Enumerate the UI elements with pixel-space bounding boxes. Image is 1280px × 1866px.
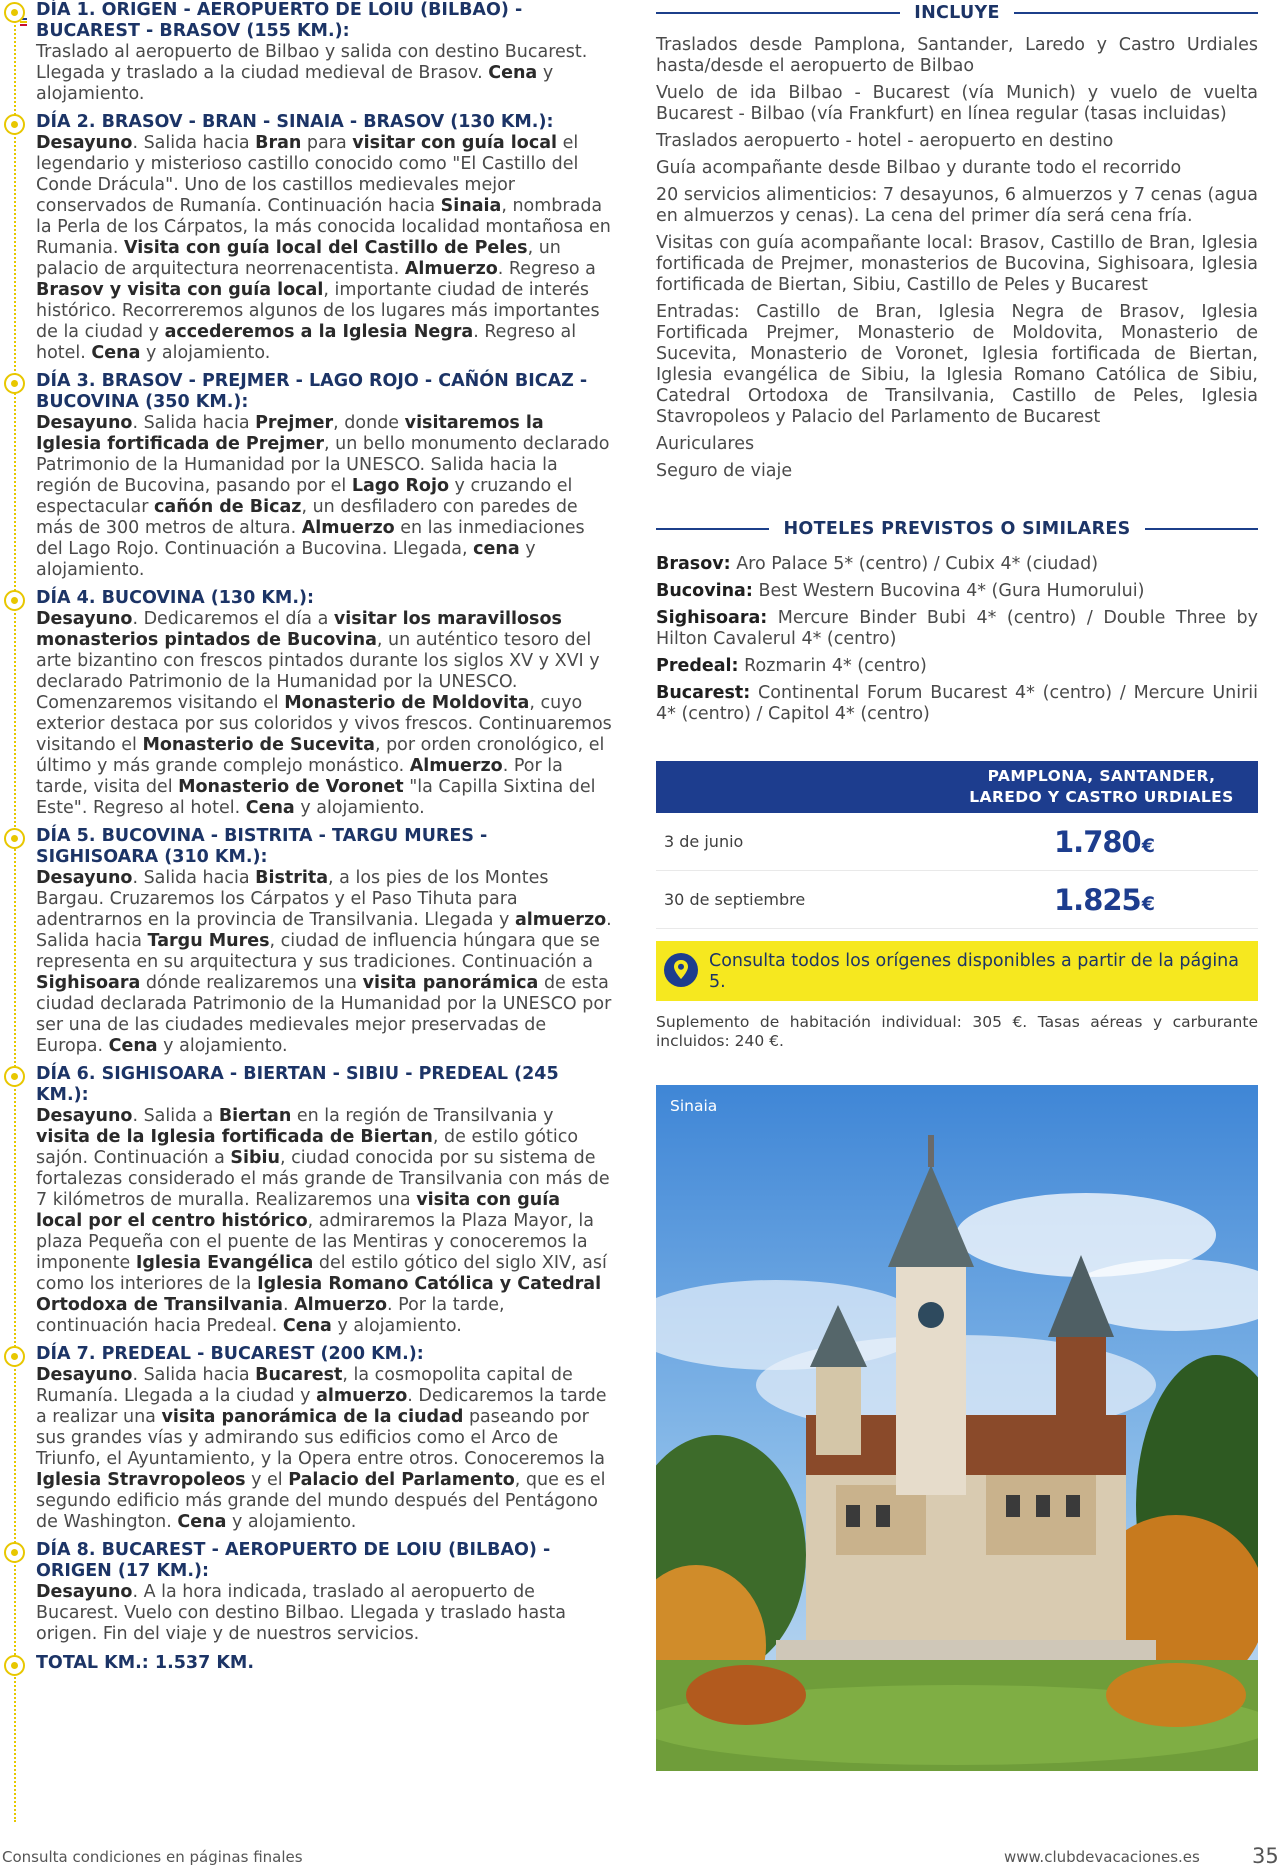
incluye-item: Seguro de viaje — [656, 461, 793, 481]
highlight-text: Monasterio de Voronet — [178, 777, 404, 797]
highlight-text: Sinaia — [440, 196, 502, 216]
price-header-line2: LAREDO Y CASTRO URDIALES — [969, 788, 1234, 806]
price-row — [656, 871, 1258, 929]
hotel-names: Continental Forum Bucarest 4* (centro) / Mercure Unirii 4* (centro) / Capitol 4* (centro) — [656, 683, 1258, 724]
bullet-icon — [4, 114, 25, 135]
price-row — [656, 813, 1258, 871]
body-text: . Salida hacia — [132, 868, 256, 888]
body-text: , de estilo gótico sajón. Continuación a — [36, 1127, 579, 1168]
body-text: y alojamiento. — [294, 798, 425, 818]
highlight-text: Cena — [91, 343, 141, 363]
body-text: el legendario y misterioso castillo conocido como "El Castillo del Conde Drácula". Uno de los castillos medievales mejor conservados de Rumanía. Continuación hacia — [36, 133, 579, 216]
header-rule — [656, 528, 769, 530]
highlight-text: almuerzo — [316, 1386, 408, 1406]
highlight-text: Bucarest — [255, 1365, 343, 1385]
body-text: , por orden cronológico, el último y más grande complejo monástico. — [36, 735, 605, 776]
day-title: DÍA 3. BRASOV - PREJMER - LAGO ROJO - CAÑÓN BICAZ - BUCOVINA (350 KM.): — [36, 371, 588, 412]
body-text: y alojamiento. — [36, 63, 554, 104]
body-text: y alojamiento. — [36, 539, 536, 580]
body-text: . Dedicaremos el día a — [132, 609, 334, 629]
body-text: . Salida hacia — [132, 1365, 256, 1385]
highlight-text: visitar con guía local — [352, 133, 558, 153]
highlight-text: Iglesia Romano Católica y Catedral Ortodoxa de Transilvania — [36, 1274, 602, 1315]
bullet-icon — [4, 1655, 25, 1676]
body-text: y alojamiento. — [226, 1512, 357, 1532]
price-amount — [1054, 883, 1154, 917]
body-text: y el — [245, 1470, 289, 1490]
highlight-text: Targu Mures — [147, 931, 270, 951]
highlight-text: Visita con guía local del Castillo de Peles — [124, 238, 528, 258]
photo-caption: Sinaia — [670, 1097, 718, 1115]
body-text: , un auténtico tesoro del arte bizantino con frescos pintados durante los siglos XV y XVI y declarado Patrimonio de la Humanidad por la UNESCO. Comenzaremos visitando el — [36, 630, 600, 713]
hotel-city: Bucovina: — [656, 581, 753, 601]
itinerary-day — [8, 0, 612, 105]
hotel-item — [656, 554, 1258, 575]
incluye-list — [656, 35, 1258, 482]
incluye-item: 20 servicios alimenticios: 7 desayunos, 6 almuerzos y 7 cenas (agua en almuerzos y cenas). La cena del primer día será cena fría. — [656, 185, 1258, 226]
highlight-text: Iglesia Evangélica — [135, 1253, 314, 1273]
body-text: para — [301, 133, 353, 153]
price-amount — [1054, 825, 1154, 859]
departure-date: 3 de junio — [664, 832, 744, 851]
body-text: . Salida hacia — [132, 413, 256, 433]
body-text: . Salida hacia — [132, 133, 256, 153]
incluye-item: Traslados aeropuerto - hotel - aeropuerto en destino — [656, 131, 1114, 151]
day-description — [36, 42, 612, 105]
castle-illustration — [656, 1085, 1258, 1771]
body-text: , la cosmopolita capital de Rumanía. Llegada a la ciudad y — [36, 1365, 573, 1406]
hoteles-header — [656, 516, 1258, 542]
header-rule — [656, 12, 900, 14]
incluye-item: Vuelo de ida Bilbao - Bucarest (vía Munich) y vuelo de vuelta Bucarest - Bilbao (vía Frankfurt) en línea regular (tasas incluidas) — [656, 83, 1258, 124]
footer-website[interactable]: www.clubdevacaciones.es — [1004, 1848, 1200, 1866]
highlight-text: Almuerzo — [404, 259, 498, 279]
highlight-text: Prejmer — [255, 413, 334, 433]
bullet-icon — [4, 1346, 25, 1367]
body-text: . Salida hacia — [36, 910, 612, 951]
highlight-text: Desayuno — [36, 1365, 133, 1385]
price-table — [656, 761, 1258, 929]
bullet-icon — [4, 1066, 25, 1087]
body-text: . — [282, 1295, 295, 1315]
itinerary-day — [8, 1344, 612, 1533]
hotel-city: Brasov: — [656, 554, 731, 574]
highlight-text: Brasov y visita con guía local — [36, 280, 324, 300]
incluye-item: Guía acompañante desde Bilbao y durante todo el recorrido — [656, 158, 1182, 178]
highlight-text: visita de la Iglesia fortificada de Biertan — [36, 1127, 433, 1147]
day-title: DÍA 8. BUCAREST - AEROPUERTO DE LOIU (BILBAO) - ORIGEN (17 KM.): — [36, 1540, 551, 1581]
price-header-line1: PAMPLONA, SANTANDER, — [987, 767, 1216, 785]
highlight-text: Bran — [255, 133, 302, 153]
bullet-icon — [4, 373, 25, 394]
body-text: y cruzando el espectacular — [36, 476, 573, 517]
highlight-text: Biertan — [218, 1106, 292, 1126]
highlight-text: cañón de Bicaz — [154, 497, 302, 517]
day-description — [36, 868, 612, 1057]
itinerary-day — [8, 1540, 612, 1645]
highlight-text: Monasterio de Sucevita — [142, 735, 375, 755]
body-text: y alojamiento. — [331, 1316, 462, 1336]
hotel-names: Mercure Binder Bubi 4* (centro) / Double Three by Hilton Cavalerul 4* (centro) — [656, 608, 1258, 649]
bullet-icon — [4, 590, 25, 611]
day-description — [36, 609, 612, 819]
hotel-city: Bucarest: — [656, 683, 751, 703]
highlight-text: Desayuno — [36, 609, 133, 629]
incluye-item: Traslados desde Pamplona, Santander, Laredo y Castro Urdiales hasta/desde el aeropuerto de Bilbao — [656, 35, 1258, 76]
hoteles-title: HOTELES PREVISTOS O SIMILARES — [783, 519, 1131, 539]
highlight-text: accederemos a la Iglesia Negra — [164, 322, 474, 342]
day-description — [36, 1365, 612, 1533]
body-text: , a los pies de los Montes Bargau. Cruzaremos los Cárpatos y el Paso Tihuta para adentrarnos en la provincia de Transilvania. Llegada y — [36, 868, 549, 930]
body-text: de esta ciudad declarada Patrimonio de la Humanidad por la UNESCO por ser una de las ciudades medievales mejor preservadas de Europa. — [36, 973, 612, 1056]
body-text: , donde — [333, 413, 405, 433]
body-text: en las inmediaciones del Lago Rojo. Continuación a Bucovina. Llegada, — [36, 518, 585, 559]
consulta-text: Consulta todos los orígenes disponibles a partir de la página 5. — [709, 951, 1239, 992]
body-text: , importante ciudad de interés histórico. Recorreremos algunos de los lugares más importantes de la ciudad y — [36, 280, 600, 342]
incluye-item: Visitas con guía acompañante local: Brasov, Castillo de Bran, Iglesia fortificada de Prejmer, monasterios de Bucovina, Sighisoara, Iglesia fortificada de Biertan, Sibiu, Castillo de Peles y Bucarest — [656, 233, 1258, 295]
highlight-text: Cena — [282, 1316, 332, 1336]
body-text: en la región de Transilvania y — [291, 1106, 554, 1126]
highlight-text: almuerzo — [514, 910, 607, 930]
highlight-text: visita con guía local por el centro histórico — [36, 1190, 561, 1231]
body-text: "la Capilla Sixtina del Este". Regreso al hotel. — [36, 777, 596, 818]
price-value: 1.825 — [1054, 882, 1141, 917]
body-text: . Regreso a — [497, 259, 596, 279]
currency-symbol: € — [1141, 834, 1154, 857]
body-text: Traslado al aeropuerto de Bilbao y salida con destino Bucarest. Llegada y traslado a la ciudad medieval de Brasov. — [36, 42, 588, 83]
highlight-text: Cena — [108, 1036, 158, 1056]
itinerary-day — [8, 371, 612, 581]
body-text: . Dedicaremos la tarde a realizar una — [36, 1386, 607, 1427]
body-text: . Por la tarde, continuación hacia Predeal. — [36, 1295, 505, 1336]
hotel-city: Sighisoara: — [656, 608, 768, 628]
highlight-text: Iglesia Stravropoleos — [36, 1470, 246, 1490]
itinerary-day — [8, 826, 612, 1057]
incluye-item: Auriculares — [656, 434, 755, 454]
header-rule — [1014, 12, 1258, 14]
itinerary-day — [8, 588, 612, 819]
highlight-text: Desayuno — [36, 1106, 133, 1126]
highlight-text: Desayuno — [36, 413, 133, 433]
body-text: , cuyo exterior destaca por sus coloridos y vivos frescos. Continuaremos visitando el — [36, 693, 612, 755]
highlight-text: Palacio del Parlamento — [288, 1470, 515, 1490]
location-pin-icon — [664, 953, 698, 987]
total-km — [8, 1653, 612, 1674]
currency-symbol: € — [1141, 892, 1154, 915]
body-text: . Por la tarde, visita del — [36, 756, 563, 797]
body-text: paseando por sus grandes vías y admirando sus edificios como el Arco de Triunfo, el Ayuntamiento, y la Opera entre otros. Conoceremos la — [36, 1407, 606, 1469]
body-text: , un palacio de arquitectura neorrenacentista. — [36, 238, 561, 279]
highlight-text: Monasterio de Moldovita — [284, 693, 530, 713]
highlight-text: visita panorámica — [362, 973, 539, 993]
hotel-item — [656, 656, 1258, 677]
highlight-text: visitaremos la Iglesia fortificada de Prejmer — [36, 413, 544, 454]
day-title: DÍA 6. SIGHISOARA - BIERTAN - SIBIU - PREDEAL (245 KM.): — [36, 1064, 559, 1105]
hotel-names: Rozmarin 4* (centro) — [738, 656, 927, 676]
highlight-text: cena — [473, 539, 520, 559]
body-text: , admiraremos la Plaza Mayor, la plaza Pequeña con el puente de las Mentiras y conoceremos la imponente — [36, 1211, 594, 1273]
body-text: , ciudad conocida por su sistema de fortalezas considerado el más grande de Transilvania con más de 7 kilómetros de muralla. Realizaremos una — [36, 1148, 610, 1210]
day-title: DÍA 5. BUCOVINA - BISTRITA - TARGU MURES - SIGHISOARA (310 KM.): — [36, 826, 488, 867]
hotel-names: Aro Palace 5* (centro) / Cubix 4* (ciudad) — [730, 554, 1099, 574]
incluye-title: INCLUYE — [914, 3, 1000, 23]
hotel-item — [656, 683, 1258, 725]
day-title: DÍA 2. BRASOV - BRAN - SINAIA - BRASOV (130 KM.): — [36, 112, 554, 132]
body-text: , un bello monumento declarado Patrimonio de la Humanidad por la UNESCO. Salida hacia la región de Bucovina, pasando por el — [36, 434, 610, 496]
info-column — [656, 0, 1258, 1771]
price-table-header — [656, 761, 1258, 813]
total-km-label: TOTAL KM.: 1.537 KM. — [36, 1653, 254, 1673]
itinerary-day — [8, 112, 612, 364]
highlight-text: Cena — [177, 1512, 227, 1532]
price-rows — [656, 813, 1258, 929]
highlight-text: Almuerzo — [294, 1295, 388, 1315]
body-text: del estilo gótico del siglo XIV, así como los interiores de la — [36, 1253, 607, 1294]
highlight-text: Desayuno — [36, 133, 133, 153]
hotel-item — [656, 581, 1258, 602]
bullet-icon — [4, 1542, 25, 1563]
day-title: DÍA 4. BUCOVINA (130 KM.): — [36, 588, 314, 608]
page-number: 35 — [1252, 1844, 1279, 1866]
highlight-text: Desayuno — [36, 868, 133, 888]
incluye-item: Entradas: Castillo de Bran, Iglesia Negra de Brasov, Iglesia Fortificada Prejmer, Monasterio de Moldovita, Monasterio de Sucevita, Monasterio de Voronet, Iglesia fortificada de Biertan, Iglesia evangélica de Sibiu, la Iglesia Romano Católica de Sibiu, Catedral Ortodoxa de Transilvania, Castillo de Peles, Iglesia Stavropoleos y Palacio del Parlamento de Bucarest — [656, 302, 1258, 427]
body-text: y alojamiento. — [140, 343, 271, 363]
hotel-city: Predeal: — [656, 656, 739, 676]
body-text: , un desfiladero con paredes de más de 300 metros de altura. — [36, 497, 578, 538]
hoteles-list — [656, 554, 1258, 725]
days-list — [8, 0, 612, 1645]
highlight-text: Cena — [245, 798, 295, 818]
incluye-header — [656, 0, 1258, 26]
body-text: , que es el segundo edificio más grande del mundo después del Pentágono de Washington. — [36, 1470, 606, 1532]
body-text: dónde realizaremos una — [140, 973, 363, 993]
header-rule — [1145, 528, 1258, 530]
hotel-item — [656, 608, 1258, 650]
highlight-text: Desayuno — [36, 1582, 133, 1602]
day-description — [36, 133, 612, 364]
itinerary-day — [8, 1064, 612, 1337]
footer-conditions: Consulta condiciones en páginas finales — [2, 1848, 303, 1866]
hotel-names: Best Western Bucovina 4* (Gura Humorului) — [752, 581, 1145, 601]
highlight-text: Sibiu — [230, 1148, 280, 1168]
day-description — [36, 413, 612, 581]
highlight-text: visitar los maravillosos monasterios pintados de Bucovina — [36, 609, 562, 650]
highlight-text: Lago Rojo — [351, 476, 449, 496]
itinerary-column — [8, 0, 612, 1840]
sinaia-castle-photo — [656, 1085, 1258, 1771]
day-description — [36, 1582, 612, 1645]
highlight-text: Cena — [488, 63, 538, 83]
highlight-text: visita panorámica de la ciudad — [161, 1407, 464, 1427]
consulta-origenes-box — [656, 941, 1258, 1001]
body-text: . Salida a — [132, 1106, 219, 1126]
day-title: DÍA 7. PREDEAL - BUCAREST (200 KM.): — [36, 1344, 424, 1364]
bullet-icon — [4, 828, 25, 849]
suplemento-text: Suplemento de habitación individual: 305 €. Tasas aéreas y carburante incluidos: 240 €. — [656, 1013, 1258, 1050]
body-text: y alojamiento. — [157, 1036, 288, 1056]
departure-date: 30 de septiembre — [664, 890, 806, 909]
price-value: 1.780 — [1054, 824, 1141, 859]
highlight-text: Bistrita — [255, 868, 329, 888]
highlight-text: Sighisoara — [36, 973, 141, 993]
body-text: . Regreso al hotel. — [36, 322, 577, 363]
highlight-text: Almuerzo — [301, 518, 395, 538]
body-text: , ciudad de influencia húngara que se representa en su arquitectura y sus tradiciones. Continuación a — [36, 931, 600, 972]
bullet-icon — [4, 2, 25, 23]
body-text: . A la hora indicada, traslado al aeropuerto de Bucarest. Vuelo con destino Bilbao. Llegada y traslado hasta origen. Fin del viaje y de nuestros servicios. — [36, 1582, 566, 1644]
highlight-text: Almuerzo — [409, 756, 503, 776]
body-text: , nombrada la Perla de los Cárpatos, la más conocida localidad montañosa en Rumania. — [36, 196, 611, 258]
day-title: DÍA 1. ORIGEN - AEROPUERTO DE LOIU (BILBAO) - BUCAREST - BRASOV (155 KM.): — [36, 0, 523, 41]
day-description — [36, 1106, 612, 1337]
